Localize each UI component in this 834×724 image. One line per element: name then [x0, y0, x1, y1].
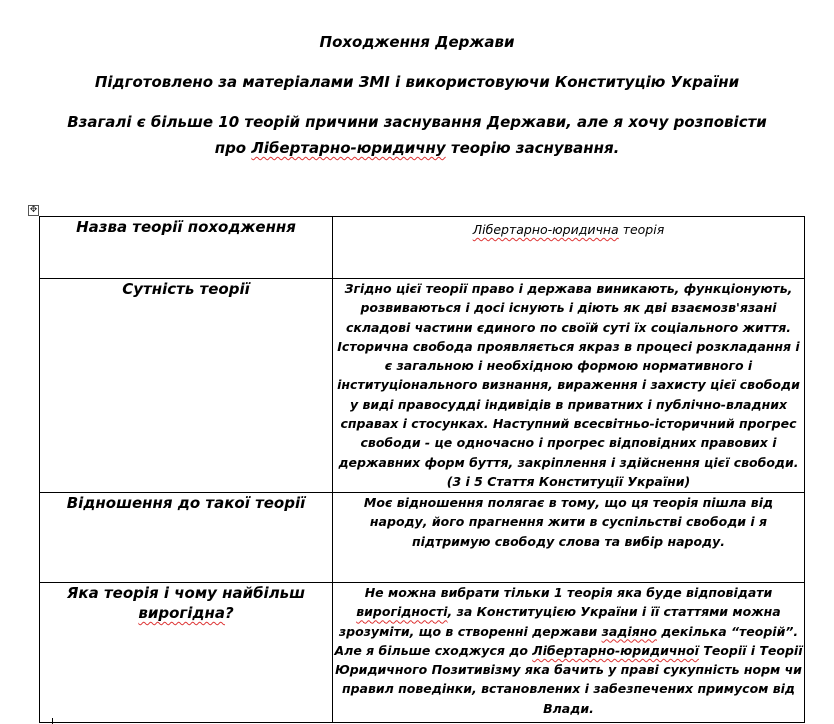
text-cursor	[52, 718, 53, 724]
theory-name-text: теорія	[618, 222, 665, 237]
page-subtitle: Підготовлено за матеріалами ЗМІ і використовуючи Конституцію України	[94, 73, 740, 91]
row-value-probable	[333, 583, 805, 723]
row-label-essence: Сутність теорії	[40, 279, 333, 493]
theory-name-highlight: Лібертарно-юридична	[472, 222, 619, 237]
probable-label-text: Яка теорія і чому найбільш	[66, 584, 306, 602]
table-row	[40, 217, 805, 279]
probable-text-2: , за Конституцією України і її статтями можна зрозуміти, що в створенні держави	[338, 604, 781, 639]
probable-text-1: Не можна вибрати тільки 1 теорія яка буде відповідати	[364, 585, 773, 600]
probable-label-end: ?	[224, 604, 234, 622]
probable-text-3: декілька “теорій”. Але я більше сходжуся до	[334, 623, 799, 658]
move-cross-icon[interactable]: ✥	[29, 205, 38, 215]
probable-highlight-1: вирогідності	[356, 604, 448, 620]
table-row	[40, 493, 805, 583]
intro-paragraph	[60, 109, 774, 161]
intro-highlight: Лібертарно-юридичну	[251, 139, 446, 157]
row-value-attitude: Моє відношення полягає в тому, що ця теорія пішла від народу, його прагнення жити в суспільстві свободи і я підтримую свободу слова та вибір народу.	[333, 493, 805, 583]
intro-text: Взагалі є більше 10 теорій причини заснування Держави, але я хочу розповісти про	[67, 113, 767, 157]
row-value-theory-name	[333, 217, 805, 279]
table-row	[40, 279, 805, 493]
probable-label-highlight: вирогідна	[138, 604, 225, 622]
row-label-attitude: Відношення до такої теорії	[40, 493, 333, 583]
table-row	[40, 583, 805, 723]
page-title: Походження Держави	[319, 33, 515, 51]
row-value-essence: Згідно цієї теорії право і держава виникають, функціонують, розвиваються і досі існують і діють як дві взаємозв'язані складові частини єдиного по своїй суті їх соціального життя. Історична свобода проявляється якраз в процесі розкладання і є загальною і необхідною формою нормативного і інституціонального визнання, вираження і захисту цієї свободи у виді правосудді індивідів в приватних і публічно-владних справах і стосунках. Наступний всесвітньо-історичний прогрес свободи - це одночасно і прогрес відповідних правових і державних форм буття, закріплення і здійснення цієї свободи. (3 і 5 Стаття Конституції України)	[333, 279, 805, 493]
intro-text-end: теорію заснування.	[445, 139, 620, 157]
theory-table	[39, 216, 805, 723]
probable-highlight-3: Лібертарно-юридичної	[532, 642, 699, 658]
row-label-theory-name: Назва теорії походження	[40, 217, 333, 279]
probable-text-4: Теорії і Теорії Юридичного Позитивізму яка бачить у праві сукупність норм чи правил поведінки, встановлених і забезпечених примусом від Влади.	[335, 642, 803, 716]
probable-highlight-2: задіяно	[601, 623, 657, 639]
row-label-probable	[40, 583, 333, 723]
